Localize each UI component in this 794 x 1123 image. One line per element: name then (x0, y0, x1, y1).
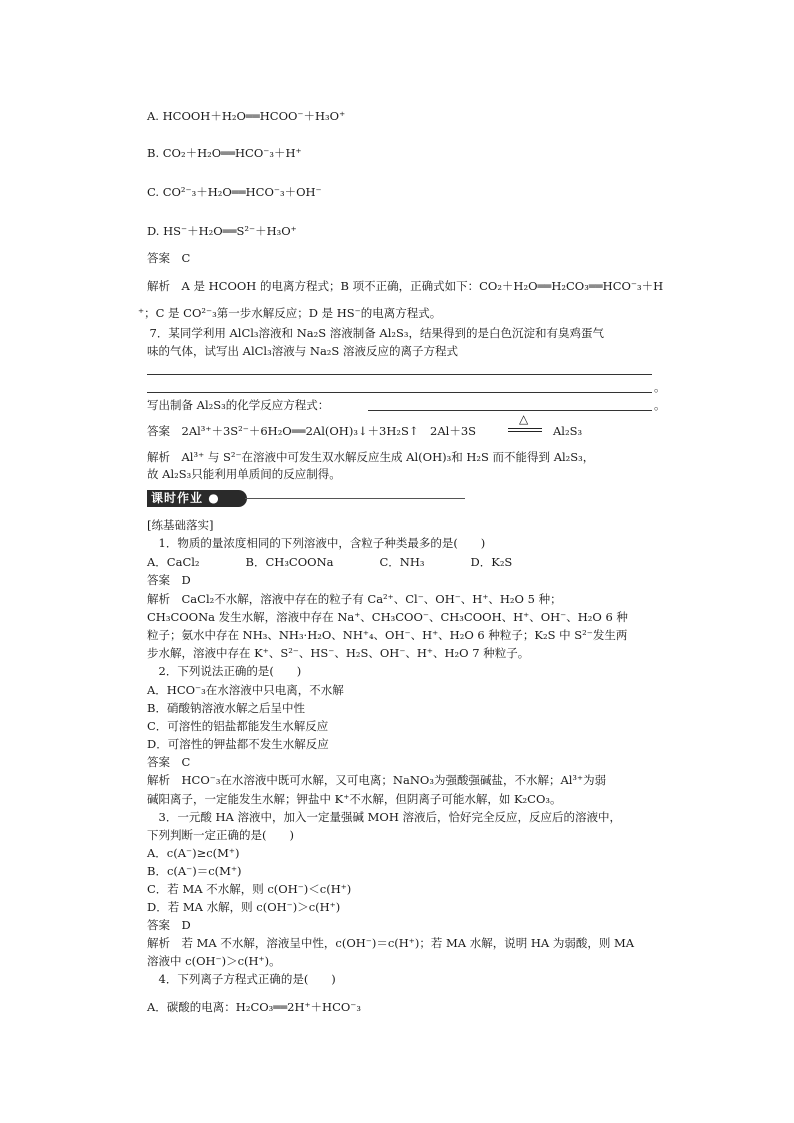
body-line: A．c(A⁻)≥c(M⁺) (147, 846, 240, 860)
answer-blank-line (147, 374, 652, 375)
question-7-analysis: 故 Al₂S₃只能利用单质间的反应制得。 (147, 467, 341, 481)
body-line: [练基础落实] (147, 518, 214, 532)
body-line: 步水解，溶液中存在 K⁺、S²⁻、HS⁻、H₂S、OH⁻、H⁺、H₂O 7 种粒子。 (147, 646, 530, 660)
answer-line: 答案 C (147, 251, 191, 265)
question-7-line: 7．某同学利用 AlCl₃溶液和 Na₂S 溶液制备 Al₂S₃，结果得到的是白色沉淀和有臭鸡蛋气 (138, 326, 604, 340)
body-line: 答案 C (147, 755, 191, 769)
body-line: 答案 D (147, 918, 191, 932)
dot-icon: ● (208, 491, 220, 505)
heat-condition (508, 412, 542, 438)
answer-blank-line (368, 410, 652, 411)
body-line: C．可溶性的铝盐都能发生水解反应 (147, 719, 329, 733)
body-line: 下列判断一定正确的是( ) (147, 828, 294, 842)
period-mark: 。 (654, 380, 666, 394)
body-line: 2．下列说法正确的是( ) (147, 664, 302, 678)
body-line: 解析 CaCl₂不水解，溶液中存在的粒子有 Ca²⁺、Cl⁻、OH⁻、H⁺、H₂O 5 种； (147, 592, 562, 606)
body-line: B．c(A⁻)＝c(M⁺) (147, 864, 242, 878)
body-line: B．硝酸钠溶液水解之后呈中性 (147, 701, 305, 715)
analysis-line: ⁺；C 是 CO²⁻₃第一步水解反应；D 是 HS⁻的电离方程式。 (138, 306, 442, 320)
body-line: 3．一元酸 HA 溶液中，加入一定量强碱 MOH 溶液后，恰好完全反应，反应后的溶液中， (147, 810, 622, 824)
body-line: 溶液中 c(OH⁻)＞c(H⁺)。 (147, 954, 281, 968)
option-b: B. CO₂＋H₂O══HCO⁻₃＋H⁺ (147, 146, 302, 160)
body-line: 4．下列离子方程式正确的是( ) (147, 972, 336, 986)
question-7-answer-product: Al₂S₃ (553, 424, 583, 438)
body-line: A．HCO⁻₃在水溶液中只电离，不水解 (147, 683, 344, 697)
body-line: 解析 HCO⁻₃在水溶液中既可水解，又可电离；NaNO₃为强酸强碱盐，不水解；Al³⁺为弱 (147, 773, 607, 787)
option-a: A. HCOOH＋H₂O══HCOO⁻＋H₃O⁺ (147, 109, 346, 123)
body-line: C．若 MA 不水解，则 c(OH⁻)＜c(H⁺) (147, 882, 352, 896)
answer-blank-line (147, 392, 652, 393)
option-c: C. CO²⁻₃＋H₂O══HCO⁻₃＋OH⁻ (147, 185, 322, 199)
body-line: 碱阳离子，一定能发生水解；钾盐中 K⁺不水解，但阴离子可能水解，如 K₂CO₃。 (147, 792, 562, 806)
body-line: CH₃COONa 发生水解，溶液中存在 Na⁺、CH₃COO⁻、CH₃COOH、H⁺、OH⁻、H₂O 6 种 (147, 610, 628, 624)
question-7-line: 味的气体，试写出 AlCl₃溶液与 Na₂S 溶液反应的离子方程式 (147, 344, 458, 358)
question-7-write: 写出制备 Al₂S₃的化学反应方程式： (147, 398, 330, 412)
body-line: 答案 D (147, 573, 191, 587)
heat-triangle: △ (519, 412, 529, 426)
body-line: 解析 若 MA 不水解，溶液呈中性，c(OH⁻)＝c(H⁺)；若 MA 水解，说明 HA 为弱酸，则 MA (147, 936, 635, 950)
option-d: D. HS⁻＋H₂O══S²⁻＋H₃O⁺ (147, 224, 297, 238)
period-mark: 。 (654, 398, 666, 412)
section-title: 课时作业 ● (147, 490, 247, 507)
question-7-analysis: 解析 Al³⁺ 与 S²⁻在溶液中可发生双水解反应生成 Al(OH)₃和 H₂S 而不能得到 Al₂S₃， (147, 450, 595, 464)
body-line: A．碳酸的电离：H₂CO₃══2H⁺＋HCO⁻₃ (147, 1000, 361, 1014)
analysis-line: 解析 A 是 HCOOH 的电离方程式；B 项不正确，正确式如下：CO₂＋H₂O══H₂CO₃══HCO⁻₃＋H (147, 279, 664, 293)
body-line: D．若 MA 水解，则 c(OH⁻)＞c(H⁺) (147, 900, 341, 914)
body-line: D．可溶性的钾盐都不发生水解反应 (147, 737, 329, 751)
body-line: A．CaCl₂ B．CH₃COONa C．NH₃ D．K₂S (147, 555, 513, 569)
body-line: 1．物质的量浓度相同的下列溶液中，含粒子种类最多的是( ) (147, 536, 486, 550)
question-7-answer: 答案 2Al³⁺＋3S²⁻＋6H₂O══2Al(OH)₃↓＋3H₂S↑ 2Al＋3S (147, 424, 477, 438)
body-line: 粒子；氨水中存在 NH₃、NH₃·H₂O、NH⁺₄、OH⁻、H⁺、H₂O 6 种粒子；K₂S 中 S²⁻发生两 (147, 628, 628, 642)
section-divider (245, 498, 465, 499)
